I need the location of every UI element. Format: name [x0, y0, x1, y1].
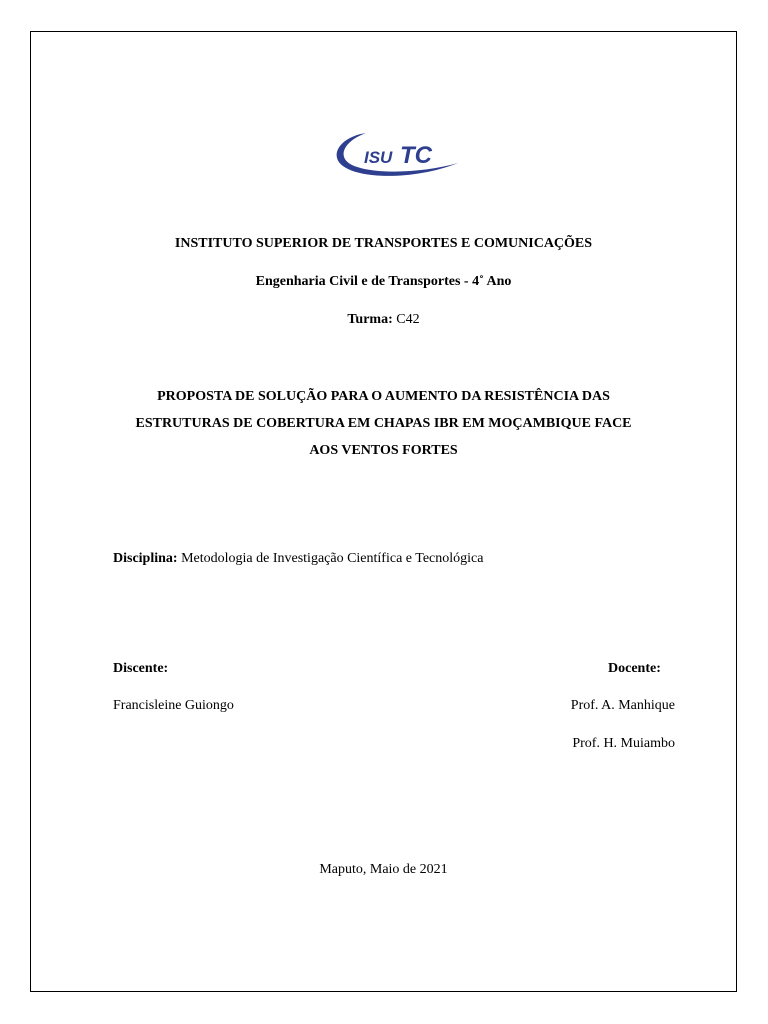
- teacher-name-1: Prof. A. Manhique: [570, 698, 675, 713]
- student-label: Discente:: [113, 661, 169, 676]
- logo-swoosh: [337, 133, 458, 176]
- discipline-label: Disciplina:: [113, 551, 178, 566]
- class-label: Turma:: [347, 312, 393, 327]
- institute-name: INSTITUTO SUPERIOR DE TRANSPORTES E COMUNICAÇÕES: [174, 236, 593, 251]
- isutc-logo: [328, 125, 463, 185]
- title-line-3: AOS VENTOS FORTES: [309, 443, 458, 458]
- discipline-line: [113, 551, 483, 567]
- teacher-name-2: Prof. H. Muiambo: [572, 736, 675, 751]
- logo-text-isu: ISU: [364, 148, 393, 167]
- discipline-value: Metodologia de Investigação Científica e Tecnológica: [177, 551, 484, 566]
- class-line: [30, 312, 737, 328]
- course-name: Engenharia Civil e de Transportes - 4˚ Ano: [255, 274, 512, 289]
- student-name: Francisleine Guiongo: [113, 698, 234, 713]
- document-title: [30, 383, 737, 464]
- place-date: Maputo, Maio de 2021: [319, 862, 448, 877]
- title-line-2: ESTRUTURAS DE COBERTURA EM CHAPAS IBR EM MOÇAMBIQUE FACE: [135, 416, 632, 431]
- class-value: C42: [392, 312, 420, 327]
- title-line-1: PROPOSTA DE SOLUÇÃO PARA O AUMENTO DA RESISTÊNCIA DAS: [157, 389, 610, 404]
- teacher-label: Docente:: [608, 661, 661, 676]
- logo-text-tc: TC: [400, 142, 432, 169]
